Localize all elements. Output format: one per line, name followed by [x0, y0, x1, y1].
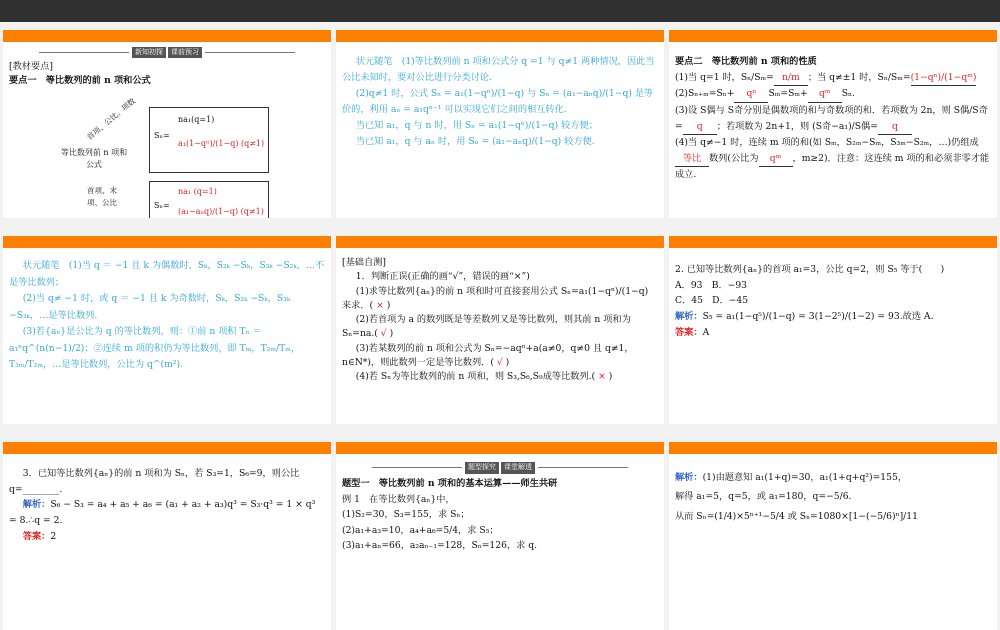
property-1: (1)当 q=1 时，Sₙ/Sₘ= n/m ；当 q≠±1 时，Sₙ/Sₘ=(1−qⁿ)/(1−qᵐ) — [675, 70, 991, 87]
note-para-1: 状元随笔 (1)等比数列前 n 项和公式分 q =1 与 q≠1 两种情况，因此当公比未知时，要对公比进行分类讨论. — [342, 56, 655, 84]
type-one-title: 题型一 等比数列前 n 项和的基本运算——师生共研 — [342, 477, 558, 489]
slide-8[interactable] — [336, 442, 664, 630]
slide-5[interactable] — [336, 236, 664, 424]
note-para-3: (3)若{aₙ}是公比为 q 的等比数列，则：①前 n 项积 Tₙ ＝ a₁ⁿq^(n(n−1)/2)；②连续 m 项的积仍为等比数列，即 Tₘ，T₂ₘ/Tₘ，T₃ₘ/T₂ₘ，…是等比数列，公比为 q^(m²). — [9, 326, 301, 371]
solution: 解析：S₆ − S₃ = a₄ + a₅ + a₆ = (a₁ + a₂ + a₃)q³ = S₃·q³ = 1 × q³ = 8.∴q = 2. — [9, 499, 316, 526]
slide-header — [336, 236, 664, 248]
judge-item-4: (4)若 Sₙ为等比数列的前 n 项和，则 S₃,S₆,S₉成等比数列.( × ) — [355, 371, 613, 382]
slide-header — [336, 30, 664, 42]
answer: 答案：A — [675, 326, 710, 338]
arm-top-label: 首项、公比、项数 — [85, 96, 138, 142]
judge-instruction: 1．判断正误(正确的画“√”，错误的画“×”) — [355, 271, 530, 283]
note-para-2: (2)当 q≠ −1 时，或 q ＝ −1 且 k 为奇数时，Sₖ，S₂ₖ −Sₖ，S₃ₖ −S₂ₖ，…是等比数列. — [9, 293, 291, 321]
example-1-part-1: (1)S₂=30，S₃=155，求 Sₙ； — [342, 509, 470, 521]
note-para-4: 当已知 a₁，q 与 aₙ 时，用 Sₙ = (a₁−aₙq)/(1−q) 较方便. — [355, 136, 595, 148]
formula-box-bottom: Sₙ= na₁ (q=1) (a₁−aₙq)/(1−q) (q≠1) — [149, 181, 269, 218]
slide-header — [3, 236, 331, 248]
note-para-3: 当已知 a₁，q 与 n 时，用 Sₙ = a₁(1−qⁿ)/(1−q) 较方便； — [355, 120, 598, 132]
slide-1[interactable] — [3, 30, 331, 218]
arm-bottom-label: 首项、末项、公比 — [87, 186, 117, 207]
formula-center-label: 等比数列前 n 项和公式 — [60, 148, 128, 170]
example-1-part-2: (2)a₁+a₃=10，a₄+a₆=5/4，求 S₅； — [342, 524, 499, 536]
options-row-1: A．93 B．−93 — [675, 279, 748, 291]
solution-line-3: 从而 Sₙ=(1/4)×5ⁿ⁺¹−5/4 或 Sₙ=1080×[1−(−5/6)ⁿ]/11 — [675, 510, 918, 522]
property-4: (4)当 q≠−1 时，连续 m 项的和(如 Sₘ，S₂ₘ−Sₘ，S₃ₘ−S₂ₘ，…)仍组成等比 数列(公比为 qᵐ ，m≥2)．注意：这连续 m 项的和必须非零才能成立. — [675, 137, 990, 181]
slide-6[interactable] — [669, 236, 997, 424]
top-bar — [0, 0, 1000, 22]
slide-header — [3, 30, 331, 42]
slide-header — [3, 442, 331, 454]
slide-7[interactable] — [3, 442, 331, 630]
slide-header — [669, 236, 997, 248]
judge-item-3: (3)若某数列的前 n 项和公式为 Sₙ=−aqⁿ+a(a≠0，q≠0 且 q≠1，n∈N*)，则此数列一定是等比数列．( √ ) — [342, 342, 634, 368]
textbook-points-label: [教材要点] — [9, 60, 53, 72]
solution: 解析：S₅ = a₁(1−q⁵)/(1−q) = 3(1−2⁵)/(1−2) = 93.故选 A. — [675, 310, 934, 322]
slide-3[interactable] — [669, 30, 997, 218]
slide-header — [669, 442, 997, 454]
section-tags: 新知初探 课前预习 — [9, 47, 325, 58]
self-test-label: [基础自测] — [342, 257, 386, 268]
judge-item-2: (2)若首项为 a 的数列既是等差数列又是等比数列，则其前 n 项和为 Sₙ=na.( √ ) — [342, 314, 631, 340]
solution-line-1: 解析：(1)由题意知 a₁(1+q)=30，a₁(1+q+q²)=155， — [675, 472, 908, 483]
options-row-2: C．45 D．−45 — [675, 295, 749, 307]
note-para-1: 状元随笔 (1)当 q ＝ −1 且 k 为偶数时，Sₖ，S₂ₖ −Sₖ，S₃ₖ −S₂ₖ，…不是等比数列； — [9, 260, 325, 288]
slide-header — [669, 30, 997, 42]
example-1-part-3: (3)a₁+aₙ=66，a₂aₙ₋₁=128，Sₙ=126，求 q. — [342, 540, 538, 552]
formula-box-top: Sₙ= na₁(q=1) a₁(1−qⁿ)/(1−q) (q≠1) — [149, 107, 269, 173]
question-2: 2. 已知等比数列{aₙ}的首项 a₁=3，公比 q=2，则 S₅ 等于( ) — [675, 264, 945, 275]
slide-4[interactable] — [3, 236, 331, 424]
property-3: (3)设 S偶与 S奇分别是偶数项的和与奇数项的和．若项数为 2n，则 S偶/S奇= q ；若项数为 2n+1，则 (S奇−a₁)/S偶= q — [675, 103, 991, 135]
judge-item-1: (1)求等比数列{aₙ}的前 n 项和时可直接套用公式 Sₙ=a₁(1−qⁿ)/(1−q) 来求．( × ) — [342, 285, 649, 311]
slide-9[interactable] — [669, 442, 997, 630]
note-para-2: (2)q≠1 时，公式 Sₙ = a₁(1−qⁿ)/(1−q) 与 Sₙ = (a₁−aₙq)/(1−q) 是等价的，利用 aₙ = a₁qⁿ⁻¹ 可以实现它们之间的相互转化. — [342, 88, 654, 116]
example-1: 例 1 在等比数列{aₙ}中， — [342, 493, 455, 505]
answer: 答案：2 — [22, 530, 57, 542]
point-two-title: 要点二 等比数列前 n 项和的性质 — [675, 56, 817, 67]
slide-header — [336, 442, 664, 454]
section-tags: 题型探究 课堂解透 — [342, 462, 658, 474]
solution-line-2: 解得 a₁=5，q=5，或 a₁=180，q=−5/6. — [675, 491, 852, 503]
property-2: (2)Sₙ₊ₘ=Sₙ+ qⁿ Sₘ=Sₘ+ qᵐ Sₙ. — [675, 86, 991, 103]
point-one-title: 要点一 等比数列的前 n 项和公式 — [9, 75, 151, 87]
question-3: 3．已知等比数列{aₙ}的前 n 项和为 Sₙ，若 S₃=1，S₆=9，则公比 q=________. — [9, 468, 300, 495]
slide-2[interactable] — [336, 30, 664, 218]
